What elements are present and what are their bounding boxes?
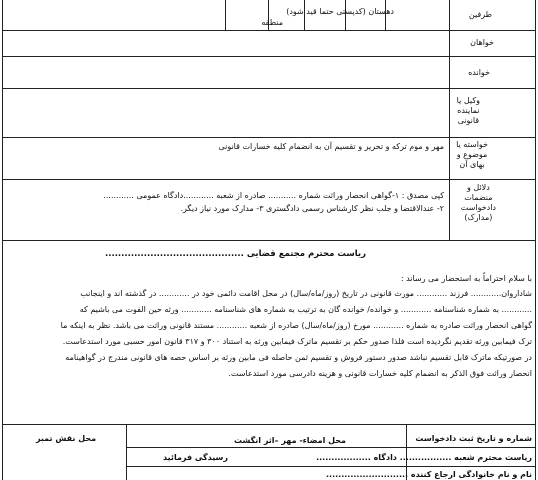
label-lawyer-2: نماینده	[457, 106, 480, 115]
petition-line-2: ............ به شماره شناسنامه ............ و خوانده/ خوانده گان به ترتیب به شماره های شناسنامه ............ ورثه حین الفوت می باشیم که	[79, 305, 532, 314]
claim-text: مهر و موم ترکه و تحریر و تقسیم آن به انضمام کلیه خسارات قانونی	[218, 142, 444, 151]
petition-line-3: گواهی انحصار وراثت صادره به شماره ............ مورخ (روز/ماه/سال) صادره از شعبه ............ مستند قانونی وراثت می باشد. نظر به اینکه ما	[60, 321, 532, 330]
label-evidence	[461, 183, 496, 223]
petition-greeting: با سلام احتراماً به استحضار می رساند :	[400, 274, 532, 283]
label-claim	[456, 140, 488, 170]
evidence-line-1: کپی مصدق : ۱-گواهی انحصار وراثت شماره ........... صادره از شعبه ............دادگاه عمومی ............	[103, 191, 444, 200]
label-evidence-3: دادخواست	[460, 203, 496, 212]
label-claim-1: خواسته یا	[456, 140, 488, 149]
label-lawyer-1: وکیل یا	[456, 96, 480, 105]
petition-line-1: شاداروان............ فرزند ............ مورث قانونی در تاریخ (روز/ماه/سال) در محل اقامت دائمی خود در ............ در گذشته اند و اینجانب	[80, 289, 532, 298]
label-claim-2: موضوع و	[456, 150, 488, 159]
petition-line-5: در صورتیکه ماترک قابل تقسیم نباشد صدور دستور فروش و تقسیم ثمن حاصله فی مابین ورثه بر اساس حصه های قانونی مندرج در گواهینامه	[65, 353, 532, 362]
address-cell-line1: دهستان (کدپستی حتما قید شود)	[286, 7, 394, 16]
label-evidence-1: دلائل و	[466, 183, 490, 192]
label-evidence-4: (مدارک)	[464, 213, 493, 222]
label-defendant: خوانده	[468, 68, 490, 77]
branch-head: ریاست محترم شعبه ................. دادگاه ..................	[316, 453, 532, 462]
seal-place: محل نقش تمبر	[35, 434, 97, 443]
label-parties: طرفین	[468, 10, 492, 19]
referral-text: رسیدگی فرمائید	[163, 453, 228, 462]
petition-heading: ریاست محترم مجتمع قضایی ...........................................	[105, 249, 366, 259]
evidence-line-2: ۲- عندالاقتضا و جلب نظر کارشناس رسمی دادگستری ۳- مدارک مورد نیاز دیگر.	[180, 204, 444, 213]
label-plaintiff: خواهان	[470, 38, 494, 47]
label-evidence-2: منضمات	[464, 193, 493, 202]
signature-place: محل امضاء- مهر –اثر انگشت	[234, 436, 346, 445]
label-claim-3: بهای آن	[459, 160, 485, 169]
referrer-name: نام و نام خانوادگی ارجاع کننده ...........................	[326, 470, 532, 479]
reg-number-date: شماره و تاریخ ثبت دادخواست	[415, 434, 532, 443]
label-lawyer	[457, 96, 480, 126]
label-lawyer-3: قانونی	[457, 116, 480, 125]
petition-line-6: انحصار وراثت فوق الذکر به انضمام کلیه خسارات قانونی و هزینه دادرسی مورد استدعاست.	[228, 369, 532, 378]
petition-line-4: ترک فیمابین ورثه تقدیم نگردیده است فلذا صدور حکم بر تقسیم ماترک فیمابین ورثه به استناد ۳۰۰ و ۳۱۷ قانون امور حسبی مورد استدعاست.	[62, 337, 532, 346]
address-cell-line2: منطقه	[261, 18, 283, 27]
